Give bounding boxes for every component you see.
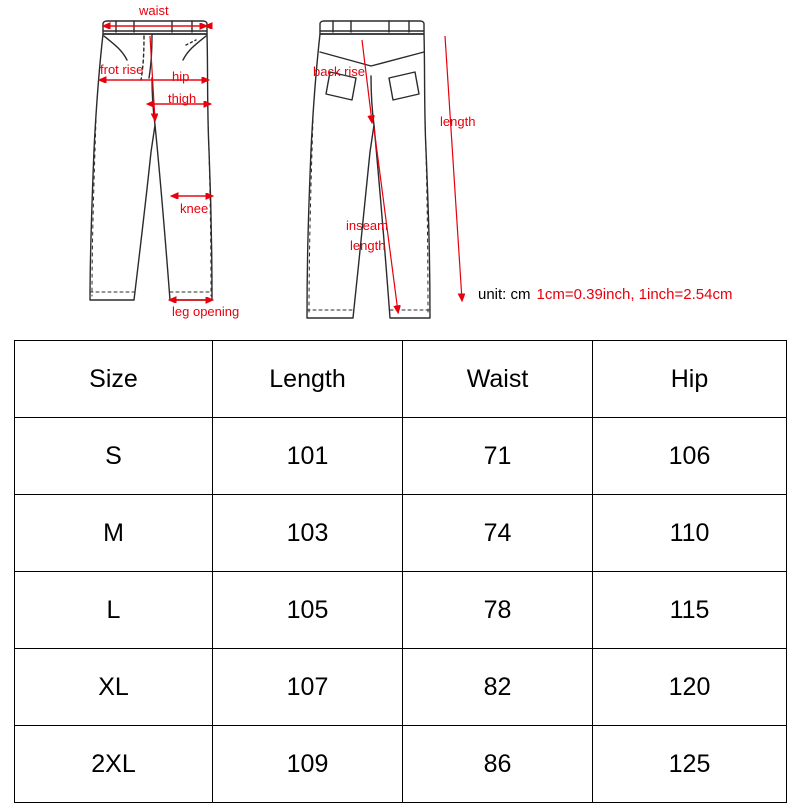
cell-size: M bbox=[15, 495, 213, 572]
cell-length: 107 bbox=[213, 649, 403, 726]
header-hip: Hip bbox=[593, 341, 787, 418]
cell-size: XL bbox=[15, 649, 213, 726]
label-thigh: thigh bbox=[168, 91, 197, 106]
table-row bbox=[15, 418, 787, 495]
cell-waist: 82 bbox=[403, 649, 593, 726]
header-size: Size bbox=[15, 341, 213, 418]
table-row bbox=[15, 572, 787, 649]
cell-waist: 78 bbox=[403, 572, 593, 649]
label-inseam-line2: length bbox=[350, 238, 386, 253]
cell-size: S bbox=[15, 418, 213, 495]
label-front-rise: frot rise bbox=[100, 62, 144, 77]
size-table bbox=[14, 340, 787, 803]
cell-waist: 74 bbox=[403, 495, 593, 572]
cell-length: 109 bbox=[213, 726, 403, 803]
unit-conversion: 1cm=0.39inch, 1inch=2.54cm bbox=[536, 286, 733, 303]
cell-length: 101 bbox=[213, 418, 403, 495]
cell-hip: 120 bbox=[593, 649, 787, 726]
cell-waist: 71 bbox=[403, 418, 593, 495]
cell-waist: 86 bbox=[403, 726, 593, 803]
cell-hip: 110 bbox=[593, 495, 787, 572]
cell-hip: 115 bbox=[593, 572, 787, 649]
header-length: Length bbox=[213, 341, 403, 418]
size-chart-diagram bbox=[0, 0, 800, 340]
cell-hip: 106 bbox=[593, 418, 787, 495]
unit-note bbox=[478, 286, 732, 303]
label-length: length bbox=[440, 114, 476, 129]
table-row bbox=[15, 649, 787, 726]
label-leg-opening: leg opening bbox=[172, 304, 240, 319]
table-row bbox=[15, 495, 787, 572]
cell-size: 2XL bbox=[15, 726, 213, 803]
cell-length: 103 bbox=[213, 495, 403, 572]
cell-length: 105 bbox=[213, 572, 403, 649]
label-hip: hip bbox=[172, 69, 190, 84]
cell-size: L bbox=[15, 572, 213, 649]
cell-hip: 125 bbox=[593, 726, 787, 803]
header-waist: Waist bbox=[403, 341, 593, 418]
label-knee: knee bbox=[180, 201, 209, 216]
label-back-rise: back rise bbox=[313, 64, 366, 79]
label-waist: waist bbox=[139, 3, 169, 18]
unit-label: unit: cm bbox=[478, 286, 531, 303]
table-row bbox=[15, 726, 787, 803]
table-header-row bbox=[15, 341, 787, 418]
label-inseam-line1: inseam bbox=[346, 218, 388, 233]
